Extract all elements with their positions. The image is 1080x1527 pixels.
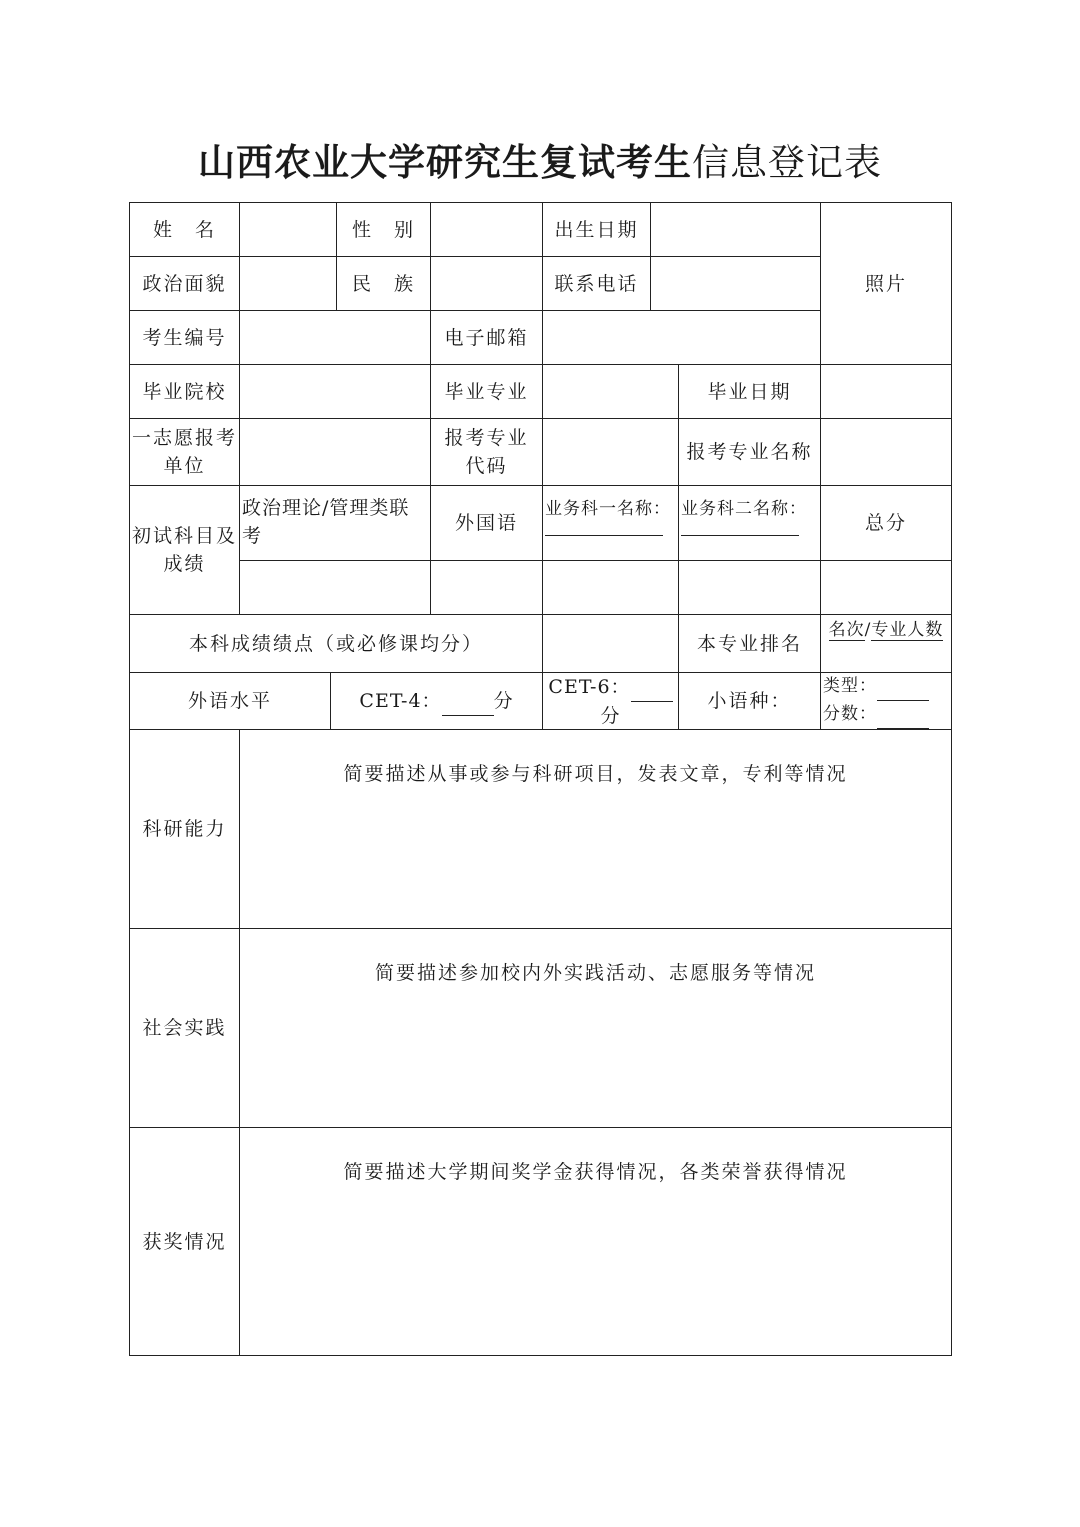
subject1-score-field[interactable]	[542, 560, 679, 615]
cet4-unit: 分	[493, 689, 514, 712]
photo-box[interactable]: 照片	[820, 202, 952, 365]
grad-major-label: 毕业专业	[430, 364, 543, 419]
apply-major-field[interactable]	[820, 418, 952, 486]
minor-type-label: 类型：	[823, 676, 877, 696]
name-label: 姓 名	[129, 202, 240, 257]
cet4-label: CET-4：	[359, 689, 442, 712]
cet4-blank[interactable]	[442, 687, 494, 716]
politics-subject-label: 政治理论/管理类联考	[239, 485, 431, 561]
subject2-score-field[interactable]	[678, 560, 821, 615]
name-field[interactable]	[239, 202, 337, 257]
major-code-field[interactable]	[542, 418, 679, 486]
rank-label: 本专业排名	[678, 614, 821, 673]
practice-field[interactable]	[239, 928, 952, 1128]
research-field[interactable]	[239, 729, 952, 929]
school-label: 毕业院校	[129, 364, 240, 419]
email-field[interactable]	[542, 310, 821, 365]
gender-label: 性 别	[336, 202, 431, 257]
total-score-field[interactable]	[820, 560, 952, 615]
minor-type-blank[interactable]	[877, 673, 929, 701]
politics-score-field[interactable]	[239, 560, 431, 615]
cet6-blank[interactable]	[631, 673, 673, 702]
grad-date-label: 毕业日期	[678, 364, 821, 419]
awards-label: 获奖情况	[129, 1127, 240, 1356]
minor-score-label: 分数：	[823, 704, 877, 724]
political-status-label: 政治面貌	[129, 256, 240, 311]
rank-position-note: 名次	[828, 620, 865, 640]
ethnic-field[interactable]	[430, 256, 543, 311]
practice-hint: 简要描述参加校内外实践活动、志愿服务等情况	[374, 962, 816, 984]
awards-field[interactable]	[239, 1127, 952, 1356]
total-score-label: 总分	[820, 485, 952, 561]
gpa-label: 本科成绩绩点（或必修课均分）	[129, 614, 543, 673]
phone-label: 联系电话	[542, 256, 651, 311]
gender-field[interactable]	[430, 202, 543, 257]
rank-field[interactable]	[820, 614, 952, 673]
initial-exam-label: 初试科目及 成绩	[129, 485, 240, 615]
cet6-unit: 分	[600, 704, 621, 727]
first-choice-unit-label: 一志愿报考 单位	[129, 418, 240, 486]
foreign-language-label: 外国语	[430, 485, 543, 561]
cet4-cell	[330, 672, 543, 730]
research-hint: 简要描述从事或参与科研项目，发表文章，专利等情况	[343, 763, 848, 785]
rank-total-note: 专业人数	[871, 620, 944, 640]
political-status-field[interactable]	[239, 256, 337, 311]
research-label: 科研能力	[129, 729, 240, 929]
school-field[interactable]	[239, 364, 431, 419]
exam-number-label: 考生编号	[129, 310, 240, 365]
apply-major-label: 报考专业名称	[678, 418, 821, 486]
first-choice-unit-field[interactable]	[239, 418, 431, 486]
awards-hint: 简要描述大学期间奖学金获得情况，各类荣誉获得情况	[343, 1161, 848, 1183]
subject1-blank[interactable]	[545, 523, 663, 536]
phone-field[interactable]	[650, 256, 821, 311]
subject1-label: 业务科一名称：	[542, 485, 679, 561]
gpa-field[interactable]	[542, 614, 679, 673]
birth-date-field[interactable]	[650, 202, 821, 257]
title-bold: 山西农业大学研究生复试考生	[198, 140, 692, 184]
ethnic-label: 民 族	[336, 256, 431, 311]
minor-score-blank[interactable]	[877, 701, 929, 729]
title-light: 信息登记表	[692, 141, 882, 184]
grad-major-field[interactable]	[542, 364, 679, 419]
language-level-label: 外语水平	[129, 672, 331, 730]
minor-language-cell	[820, 672, 952, 730]
cet6-cell	[542, 672, 679, 730]
grad-date-field[interactable]	[820, 364, 952, 419]
birth-date-label: 出生日期	[542, 202, 651, 257]
cet6-label: CET-6：	[548, 675, 631, 698]
subject2-label: 业务科二名称：	[678, 485, 821, 561]
minor-language-label: 小语种：	[678, 672, 821, 730]
practice-label: 社会实践	[129, 928, 240, 1128]
foreign-score-field[interactable]	[430, 560, 543, 615]
major-code-label: 报考专业 代码	[430, 418, 543, 486]
rank-separator: /	[864, 620, 872, 640]
subject2-blank[interactable]	[681, 523, 799, 536]
exam-number-field[interactable]	[239, 310, 431, 365]
email-label: 电子邮箱	[430, 310, 543, 365]
